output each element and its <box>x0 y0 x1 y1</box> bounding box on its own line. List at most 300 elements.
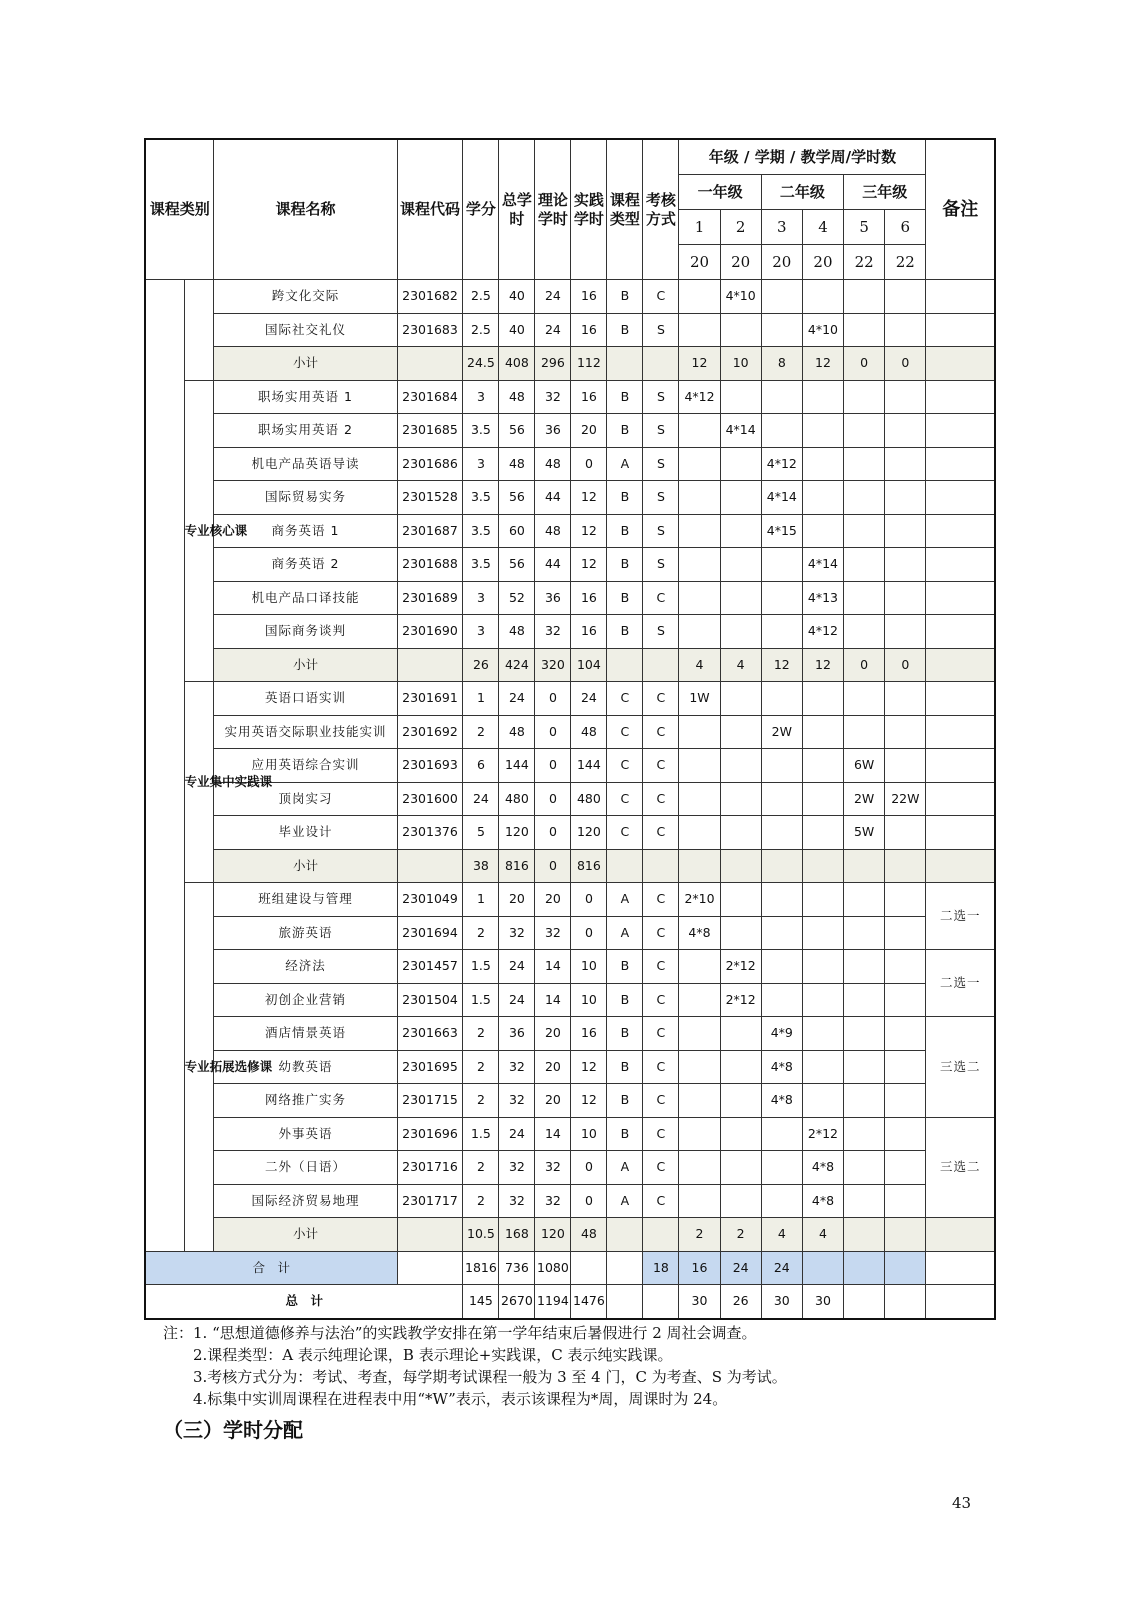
remark-cell <box>926 816 995 850</box>
semester-hours <box>679 1050 720 1084</box>
course-code: 2301689 <box>397 581 463 615</box>
subtotal-code <box>397 648 463 682</box>
semester-hours: 2*12 <box>720 950 761 984</box>
semester-hours <box>844 1050 885 1084</box>
subtotal-theory-hours: 0 <box>535 849 571 883</box>
semester-hours <box>761 816 802 850</box>
subtotal-label: 小计 <box>214 849 397 883</box>
header-year-2: 二年级 <box>761 175 843 210</box>
semester-hours <box>885 715 926 749</box>
header-exam-method: 考核方式 <box>643 139 679 280</box>
semester-hours: 2W <box>844 782 885 816</box>
course-theory-hours: 0 <box>535 682 571 716</box>
course-theory-hours: 0 <box>535 715 571 749</box>
semester-hours <box>885 983 926 1017</box>
semester-hours <box>885 1117 926 1151</box>
semester-hours <box>802 514 843 548</box>
remark-cell: 二选一 <box>926 883 995 950</box>
course-total-hours: 32 <box>499 916 535 950</box>
course-total-hours: 20 <box>499 883 535 917</box>
semester-hours <box>802 816 843 850</box>
table-row <box>145 548 995 582</box>
semester-hours <box>679 280 720 314</box>
course-total-hours: 56 <box>499 481 535 515</box>
course-name: 二外（日语） <box>214 1151 397 1185</box>
course-type: A <box>607 447 643 481</box>
semester-hours <box>679 749 720 783</box>
semester-hours <box>679 1117 720 1151</box>
subtotal-practice-hours: 48 <box>571 1218 607 1252</box>
subtotal-semester-hours <box>802 849 843 883</box>
course-total-hours: 24 <box>499 1117 535 1151</box>
subtotal-exam <box>643 648 679 682</box>
semester-hours <box>761 950 802 984</box>
course-type: B <box>607 1084 643 1118</box>
course-theory-hours: 24 <box>535 280 571 314</box>
course-code: 2301682 <box>397 280 463 314</box>
header-grade-title: 年级 / 学期 / 教学周/学时数 <box>679 139 926 175</box>
semester-hours <box>844 280 885 314</box>
subtotal-semester-hours: 8 <box>761 347 802 381</box>
subtotal-label: 小计 <box>214 648 397 682</box>
semester-hours <box>679 1151 720 1185</box>
grand-total-credit: 145 <box>463 1285 499 1319</box>
course-practice-hours: 20 <box>571 414 607 448</box>
grand-total-type <box>607 1285 643 1319</box>
semester-hours <box>720 883 761 917</box>
course-total-hours: 36 <box>499 1017 535 1051</box>
note-line: 注：1. “思想道德修养与法治”的实践教学安排在第一学年结束后暑假进行 2 周社会调查。 <box>163 1324 757 1342</box>
course-credit: 1.5 <box>463 950 499 984</box>
course-type: B <box>607 581 643 615</box>
subtotal-theory-hours: 320 <box>535 648 571 682</box>
course-theory-hours: 32 <box>535 916 571 950</box>
subtotal-label: 小计 <box>214 347 397 381</box>
table-row <box>145 950 995 984</box>
course-name: 商务英语 2 <box>214 548 397 582</box>
sum-practice: 1080 <box>535 1251 571 1285</box>
course-code: 2301685 <box>397 414 463 448</box>
course-credit: 3 <box>463 581 499 615</box>
semester-hours <box>844 447 885 481</box>
semester-hours <box>679 816 720 850</box>
course-schedule-table <box>144 138 996 1320</box>
course-name: 跨文化交际 <box>214 280 397 314</box>
semester-hours <box>761 1184 802 1218</box>
semester-hours <box>679 1017 720 1051</box>
course-theory-hours: 20 <box>535 883 571 917</box>
semester-hours <box>720 715 761 749</box>
semester-hours <box>679 715 720 749</box>
subtotal-type <box>607 849 643 883</box>
semester-hours <box>802 1017 843 1051</box>
semester-hours <box>885 380 926 414</box>
semester-hours <box>802 916 843 950</box>
semester-hours <box>679 950 720 984</box>
course-practice-hours: 10 <box>571 950 607 984</box>
course-code: 2301696 <box>397 1117 463 1151</box>
subtotal-type <box>607 1218 643 1252</box>
course-credit: 2.5 <box>463 313 499 347</box>
course-exam-method: S <box>643 615 679 649</box>
semester-hours <box>844 548 885 582</box>
table-row <box>145 749 995 783</box>
table-row <box>145 481 995 515</box>
semester-hours <box>802 883 843 917</box>
course-theory-hours: 44 <box>535 548 571 582</box>
course-practice-hours: 12 <box>571 1084 607 1118</box>
course-exam-method: S <box>643 414 679 448</box>
semester-hours <box>720 916 761 950</box>
header-theory-hours: 理论学时 <box>535 139 571 280</box>
course-credit: 3 <box>463 615 499 649</box>
course-credit: 2 <box>463 1050 499 1084</box>
course-total-hours: 120 <box>499 816 535 850</box>
course-theory-hours: 20 <box>535 1084 571 1118</box>
grand-total-row <box>145 1285 995 1319</box>
semester-hours <box>720 481 761 515</box>
table-row <box>145 916 995 950</box>
course-total-hours: 48 <box>499 715 535 749</box>
course-theory-hours: 0 <box>535 816 571 850</box>
table-row <box>145 816 995 850</box>
semester-hours <box>679 481 720 515</box>
semester-hours <box>885 414 926 448</box>
subtotal-practice-hours: 112 <box>571 347 607 381</box>
semester-hours <box>844 514 885 548</box>
subtotal-semester-hours: 2 <box>720 1218 761 1252</box>
course-type: C <box>607 749 643 783</box>
course-theory-hours: 32 <box>535 615 571 649</box>
header-category: 课程类别 <box>145 139 214 280</box>
semester-hours <box>844 682 885 716</box>
semester-hours <box>720 380 761 414</box>
subtotal-row <box>145 347 995 381</box>
course-credit: 3 <box>463 380 499 414</box>
sum-semester-hours: 16 <box>679 1251 720 1285</box>
table-row <box>145 414 995 448</box>
course-code: 2301504 <box>397 983 463 1017</box>
remark-cell <box>926 615 995 649</box>
semester-hours <box>802 950 843 984</box>
course-name: 外事英语 <box>214 1117 397 1151</box>
remark-cell: 三选二 <box>926 1117 995 1218</box>
table-row <box>145 1184 995 1218</box>
subtotal-type <box>607 648 643 682</box>
course-theory-hours: 44 <box>535 481 571 515</box>
course-theory-hours: 0 <box>535 749 571 783</box>
sum-semester-hours: 24 <box>720 1251 761 1285</box>
subtotal-semester-hours: 12 <box>761 648 802 682</box>
course-exam-method: C <box>643 715 679 749</box>
course-credit: 2.5 <box>463 280 499 314</box>
subtotal-theory-hours: 296 <box>535 347 571 381</box>
course-practice-hours: 0 <box>571 447 607 481</box>
header-weeks: 20 <box>679 245 720 280</box>
table-row <box>145 1084 995 1118</box>
header-year-1: 一年级 <box>679 175 761 210</box>
sum-semester-hours <box>844 1251 885 1285</box>
semester-hours: 4*9 <box>761 1017 802 1051</box>
sum-semester-hours <box>802 1251 843 1285</box>
semester-hours <box>885 615 926 649</box>
header-semester: 4 <box>802 210 843 245</box>
course-type: B <box>607 950 643 984</box>
course-type: B <box>607 481 643 515</box>
subtotal-exam <box>643 849 679 883</box>
course-name: 实用英语交际职业技能实训 <box>214 715 397 749</box>
semester-hours <box>761 280 802 314</box>
course-name: 机电产品口译技能 <box>214 581 397 615</box>
semester-hours <box>761 313 802 347</box>
semester-hours <box>844 1151 885 1185</box>
semester-hours <box>844 481 885 515</box>
table-row <box>145 514 995 548</box>
course-practice-hours: 480 <box>571 782 607 816</box>
subtotal-code <box>397 1218 463 1252</box>
subtotal-practice-hours: 816 <box>571 849 607 883</box>
semester-hours <box>720 548 761 582</box>
semester-hours <box>720 1151 761 1185</box>
subtotal-semester-hours: 12 <box>802 648 843 682</box>
remark-cell <box>926 581 995 615</box>
subtotal-semester-hours <box>885 1218 926 1252</box>
sum-exam <box>607 1251 643 1285</box>
course-name: 职场实用英语 1 <box>214 380 397 414</box>
remark-cell <box>926 447 995 481</box>
course-type: B <box>607 548 643 582</box>
semester-hours <box>761 581 802 615</box>
semester-hours <box>761 916 802 950</box>
semester-hours: 1W <box>679 682 720 716</box>
course-code: 2301695 <box>397 1050 463 1084</box>
sum-semester-hours: 24 <box>761 1251 802 1285</box>
subtotal-label: 小计 <box>214 1218 397 1252</box>
remark-cell <box>926 481 995 515</box>
header-semester: 3 <box>761 210 802 245</box>
course-type: C <box>607 782 643 816</box>
course-type: A <box>607 1151 643 1185</box>
semester-hours: 4*14 <box>761 481 802 515</box>
subtotal-exam <box>643 1218 679 1252</box>
course-exam-method: C <box>643 749 679 783</box>
subtotal-credit: 26 <box>463 648 499 682</box>
course-theory-hours: 20 <box>535 1050 571 1084</box>
course-exam-method: C <box>643 782 679 816</box>
course-code: 2301687 <box>397 514 463 548</box>
semester-hours: 2*10 <box>679 883 720 917</box>
header-weeks: 22 <box>844 245 885 280</box>
table-row <box>145 615 995 649</box>
semester-hours <box>761 615 802 649</box>
semester-hours <box>885 481 926 515</box>
table-row <box>145 1117 995 1151</box>
grand-total-remark <box>926 1285 995 1319</box>
course-total-hours: 48 <box>499 615 535 649</box>
semester-hours: 4*8 <box>761 1084 802 1118</box>
grand-total-label: 总 计 <box>145 1285 463 1319</box>
subtotal-total-hours: 424 <box>499 648 535 682</box>
semester-hours <box>885 749 926 783</box>
course-type: A <box>607 1184 643 1218</box>
course-code: 2301684 <box>397 380 463 414</box>
semester-hours: 4*10 <box>720 280 761 314</box>
course-exam-method: S <box>643 380 679 414</box>
semester-hours <box>720 615 761 649</box>
course-name: 应用英语综合实训 <box>214 749 397 783</box>
course-code: 2301692 <box>397 715 463 749</box>
grand-total-semester-hours: 30 <box>802 1285 843 1319</box>
course-exam-method: C <box>643 983 679 1017</box>
course-name: 国际社交礼仪 <box>214 313 397 347</box>
course-practice-hours: 0 <box>571 1184 607 1218</box>
course-practice-hours: 0 <box>571 1151 607 1185</box>
course-type: B <box>607 1017 643 1051</box>
subtotal-theory-hours: 120 <box>535 1218 571 1252</box>
remark-cell <box>926 280 995 314</box>
semester-hours <box>720 1017 761 1051</box>
category-label: 专业核心课 <box>184 380 214 682</box>
semester-hours <box>761 380 802 414</box>
grand-total-theory: 1194 <box>535 1285 571 1319</box>
sum-type <box>571 1251 607 1285</box>
course-type: B <box>607 1050 643 1084</box>
course-theory-hours: 20 <box>535 1017 571 1051</box>
semester-hours <box>885 1017 926 1051</box>
remark-cell <box>926 414 995 448</box>
sum-code <box>397 1251 463 1285</box>
course-name: 毕业设计 <box>214 816 397 850</box>
semester-hours <box>720 313 761 347</box>
course-theory-hours: 14 <box>535 1117 571 1151</box>
note-line: 3.考核方式分为：考试、考查，每学期考试课程一般为 3 至 4 门，C 为考查、S 为考试。 <box>193 1368 787 1386</box>
grand-total-practice: 1476 <box>571 1285 607 1319</box>
note-line: 2.课程类型：A 表示纯理论课，B 表示理论+实践课，C 表示纯实践课。 <box>193 1346 673 1364</box>
course-practice-hours: 144 <box>571 749 607 783</box>
course-type: B <box>607 983 643 1017</box>
semester-hours <box>679 313 720 347</box>
course-name: 班组建设与管理 <box>214 883 397 917</box>
table-row <box>145 983 995 1017</box>
course-code: 2301688 <box>397 548 463 582</box>
table-row <box>145 280 995 314</box>
semester-hours <box>720 514 761 548</box>
course-code: 2301528 <box>397 481 463 515</box>
subtotal-remark <box>926 648 995 682</box>
subtotal-code <box>397 849 463 883</box>
semester-hours <box>885 581 926 615</box>
course-exam-method: C <box>643 816 679 850</box>
grand-total-semester-hours <box>844 1285 885 1319</box>
semester-hours <box>720 447 761 481</box>
course-theory-hours: 14 <box>535 950 571 984</box>
course-practice-hours: 16 <box>571 1017 607 1051</box>
course-credit: 2 <box>463 1184 499 1218</box>
course-type: B <box>607 414 643 448</box>
semester-hours <box>802 682 843 716</box>
course-code: 2301049 <box>397 883 463 917</box>
semester-hours <box>679 447 720 481</box>
course-exam-method: C <box>643 280 679 314</box>
course-theory-hours: 36 <box>535 414 571 448</box>
header-weeks: 20 <box>720 245 761 280</box>
course-exam-method: S <box>643 313 679 347</box>
course-theory-hours: 48 <box>535 447 571 481</box>
semester-hours <box>802 1084 843 1118</box>
subtotal-semester-hours: 4 <box>720 648 761 682</box>
subtotal-semester-hours <box>844 1218 885 1252</box>
grand-total-semester-hours: 30 <box>761 1285 802 1319</box>
semester-hours <box>885 1050 926 1084</box>
course-exam-method: C <box>643 883 679 917</box>
remark-cell <box>926 782 995 816</box>
semester-hours <box>761 883 802 917</box>
semester-hours: 22W <box>885 782 926 816</box>
semester-hours <box>720 1117 761 1151</box>
semester-hours <box>720 1084 761 1118</box>
semester-hours: 2W <box>761 715 802 749</box>
subtotal-semester-hours: 4 <box>761 1218 802 1252</box>
semester-hours <box>679 1084 720 1118</box>
semester-hours <box>802 481 843 515</box>
subtotal-semester-hours <box>885 849 926 883</box>
semester-hours: 6W <box>844 749 885 783</box>
semester-hours: 2*12 <box>720 983 761 1017</box>
semester-hours: 4*15 <box>761 514 802 548</box>
course-exam-method: C <box>643 1184 679 1218</box>
course-code: 2301716 <box>397 1151 463 1185</box>
semester-hours <box>679 581 720 615</box>
course-type: B <box>607 514 643 548</box>
header-name: 课程名称 <box>214 139 397 280</box>
course-code: 2301376 <box>397 816 463 850</box>
remark-cell <box>926 514 995 548</box>
subtotal-semester-hours: 4 <box>679 648 720 682</box>
subtotal-semester-hours: 0 <box>844 648 885 682</box>
semester-hours <box>844 1117 885 1151</box>
course-credit: 5 <box>463 816 499 850</box>
subtotal-total-hours: 168 <box>499 1218 535 1252</box>
table-row <box>145 380 995 414</box>
semester-hours <box>844 581 885 615</box>
semester-hours <box>885 313 926 347</box>
course-total-hours: 56 <box>499 414 535 448</box>
semester-hours <box>885 548 926 582</box>
course-practice-hours: 12 <box>571 1050 607 1084</box>
category-outer-cell <box>145 280 184 1252</box>
course-credit: 1 <box>463 682 499 716</box>
course-exam-method: C <box>643 1117 679 1151</box>
header-weeks: 20 <box>761 245 802 280</box>
course-total-hours: 32 <box>499 1151 535 1185</box>
subtotal-credit: 38 <box>463 849 499 883</box>
sum-semester-hours: 18 <box>643 1251 679 1285</box>
course-credit: 3 <box>463 447 499 481</box>
table-row <box>145 1017 995 1051</box>
table-row <box>145 447 995 481</box>
course-practice-hours: 16 <box>571 615 607 649</box>
subtotal-semester-hours <box>844 849 885 883</box>
semester-hours <box>844 615 885 649</box>
semester-hours <box>761 1151 802 1185</box>
semester-hours: 4*8 <box>679 916 720 950</box>
course-credit: 1.5 <box>463 1117 499 1151</box>
subtotal-remark <box>926 347 995 381</box>
course-exam-method: C <box>643 1151 679 1185</box>
semester-hours <box>761 548 802 582</box>
course-code: 2301683 <box>397 313 463 347</box>
semester-hours <box>679 548 720 582</box>
